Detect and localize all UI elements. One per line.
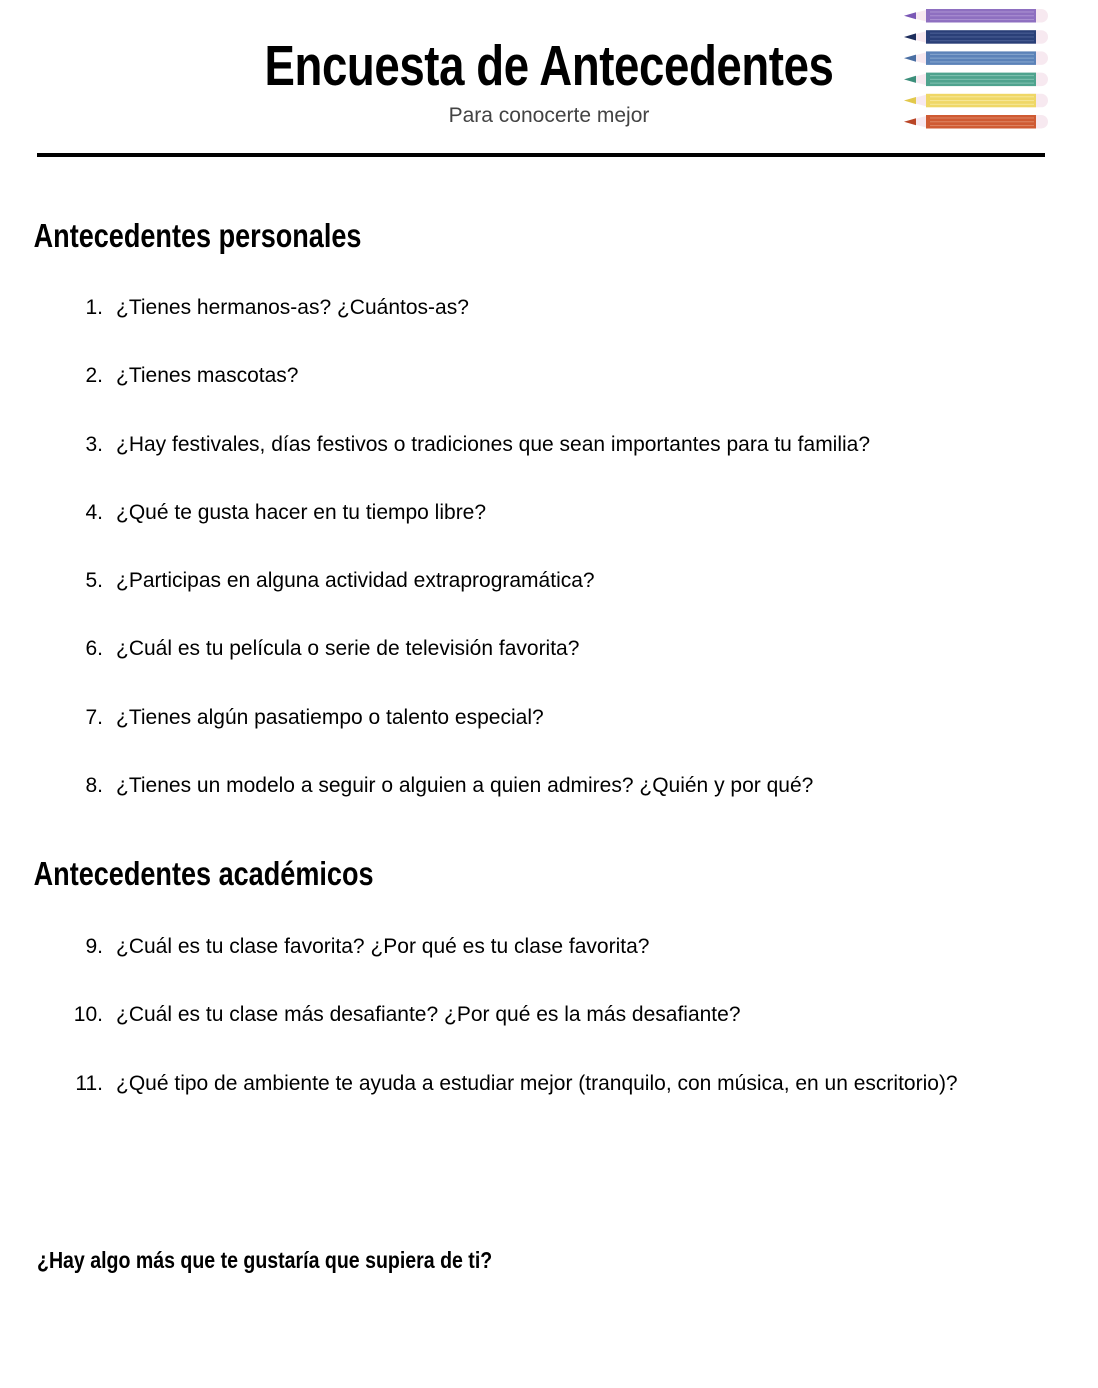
document-header bbox=[0, 0, 1098, 152]
section-heading-academic: Antecedentes académicos bbox=[33, 855, 374, 892]
question-item bbox=[0, 390, 1098, 458]
section-antecedentes-personales bbox=[0, 157, 1098, 799]
question-number: 2. bbox=[85, 364, 103, 388]
pencil-blue-icon bbox=[904, 51, 1048, 65]
question-number: 6. bbox=[85, 637, 103, 661]
question-item bbox=[0, 663, 1098, 731]
pencil-yellow-icon bbox=[904, 94, 1048, 108]
question-list-academic bbox=[0, 890, 1098, 1097]
question-number: 10. bbox=[73, 1003, 103, 1027]
question-item bbox=[0, 960, 1098, 1028]
question-text: ¿Qué tipo de ambiente te ayuda a estudiar mejor (tranquilo, con música, en un escritorio)? bbox=[116, 1071, 958, 1095]
question-list-personal bbox=[0, 252, 1098, 799]
section-heading-personal: Antecedentes personales bbox=[33, 217, 362, 254]
pencil-teal-icon bbox=[904, 73, 1048, 87]
question-number: 3. bbox=[85, 432, 103, 456]
question-text: ¿Tienes mascotas? bbox=[116, 364, 299, 388]
section-antecedentes-academicos bbox=[0, 799, 1098, 1097]
question-text: ¿Tienes un modelo a seguir o alguien a quien admires? ¿Quién y por qué? bbox=[116, 773, 814, 797]
question-item bbox=[0, 252, 1098, 321]
page-subtitle: Para conocerte mejor bbox=[448, 104, 650, 127]
question-item bbox=[0, 1029, 1098, 1097]
question-number: 4. bbox=[85, 500, 103, 524]
question-number: 8. bbox=[85, 773, 103, 797]
question-text: ¿Cuál es tu película o serie de televisión favorita? bbox=[116, 637, 580, 661]
question-text: ¿Cuál es tu clase favorita? ¿Por qué es tu clase favorita? bbox=[116, 935, 650, 958]
pencil-purple-icon bbox=[904, 9, 1048, 23]
question-item bbox=[0, 321, 1098, 389]
question-number: 11. bbox=[75, 1071, 103, 1095]
question-text: ¿Qué te gusta hacer en tu tiempo libre? bbox=[116, 500, 487, 524]
question-text: ¿Hay festivales, días festivos o tradiciones que sean importantes para tu familia? bbox=[116, 432, 871, 456]
question-item bbox=[0, 526, 1098, 594]
question-text: ¿Participas en alguna actividad extraprogramática? bbox=[116, 569, 595, 592]
question-number: 7. bbox=[85, 705, 103, 729]
question-text: ¿Tienes hermanos-as? ¿Cuántos-as? bbox=[116, 296, 469, 319]
question-number: 5. bbox=[85, 569, 103, 592]
question-item bbox=[0, 890, 1098, 960]
question-item bbox=[0, 594, 1098, 662]
colored-pencils-illustration bbox=[896, 4, 1056, 132]
pencil-navy-icon bbox=[904, 30, 1048, 44]
closing-prompt: ¿Hay algo más que te gustaría que supiera de ti? bbox=[37, 1247, 493, 1273]
page-title: Encuesta de Antecedentes bbox=[264, 34, 834, 98]
question-text: ¿Cuál es tu clase más desafiante? ¿Por qué es la más desafiante? bbox=[116, 1003, 741, 1027]
question-number: 9. bbox=[85, 935, 103, 958]
question-number: 1. bbox=[85, 296, 103, 319]
question-text: ¿Tienes algún pasatiempo o talento especial? bbox=[116, 705, 544, 729]
question-item bbox=[0, 731, 1098, 799]
pencil-orange-icon bbox=[904, 115, 1048, 129]
document-body bbox=[0, 157, 1098, 1097]
question-item bbox=[0, 458, 1098, 526]
